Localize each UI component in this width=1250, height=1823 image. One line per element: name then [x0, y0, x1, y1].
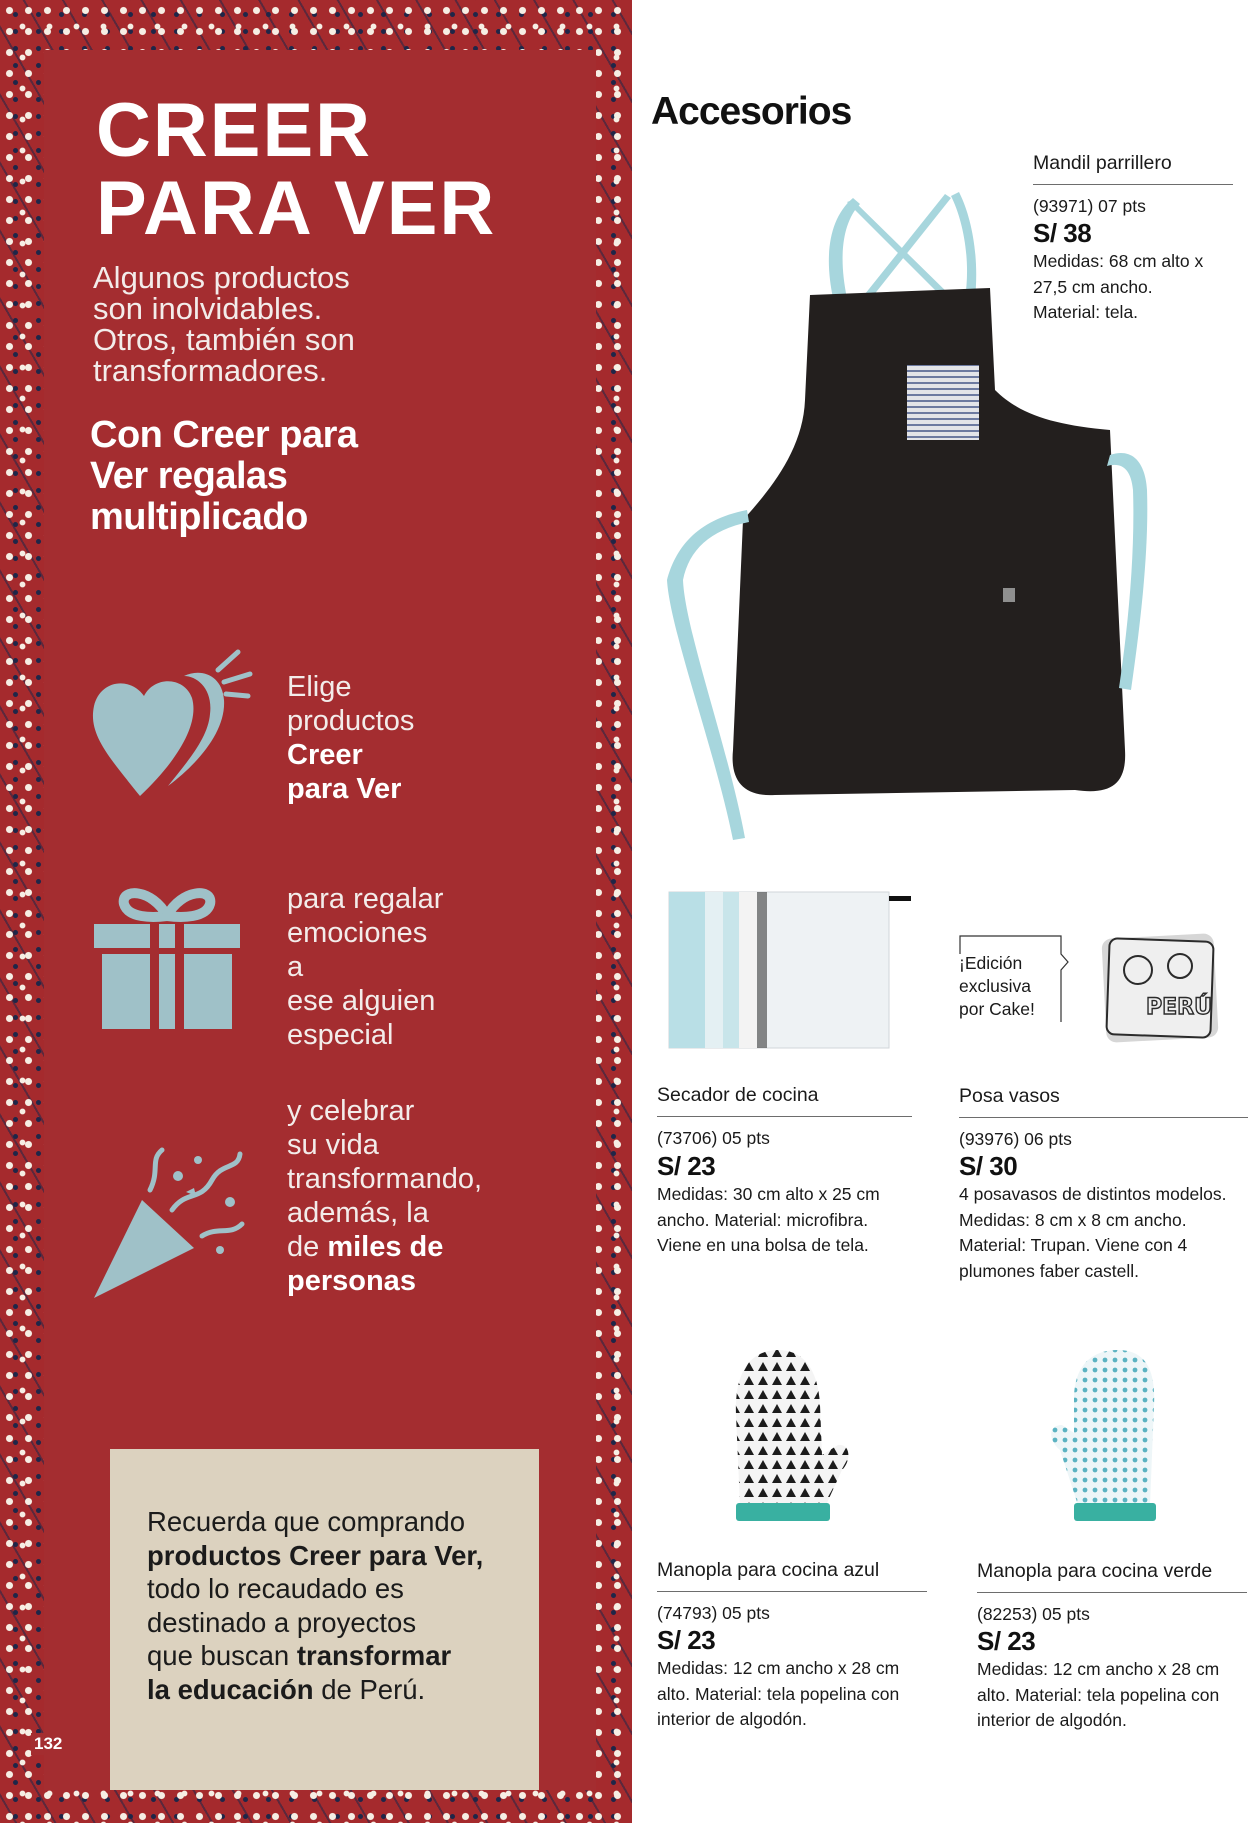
product-name-posavasos: Posa vasos	[959, 1085, 1248, 1118]
coasters-image[interactable]	[1098, 930, 1226, 1048]
desc-line: alto. Material: tela popelina con	[657, 1683, 900, 1704]
kitchen-towel-image[interactable]	[665, 890, 915, 1050]
oven-mitt-blue-image[interactable]	[700, 1345, 860, 1535]
product-code-manopla-azul: (74793) 05 pts	[657, 1603, 770, 1623]
feature-line: productos	[287, 705, 415, 737]
desc-line: Medidas: 12 cm ancho x 28 cm	[657, 1658, 900, 1678]
desc-line: Medidas: 12 cm ancho x 28 cm	[977, 1659, 1220, 1679]
lead-line: Ver regalas	[90, 455, 288, 497]
info-note-text	[147, 1505, 527, 1706]
product-name-manopla-azul: Manopla para cocina azul	[657, 1559, 927, 1592]
feature-text: de	[287, 1231, 328, 1263]
feature-celebrar	[287, 1094, 482, 1298]
desc-line: interior de algodón.	[657, 1709, 807, 1729]
desc-line: Material: tela.	[1033, 302, 1139, 322]
gift-icon	[92, 886, 242, 1031]
product-code-posavasos: (93976) 06 pts	[959, 1129, 1072, 1149]
feature-line: su vida	[287, 1129, 379, 1161]
desc-line: Medidas: 30 cm alto x 25 cm	[657, 1184, 880, 1204]
callout-line: exclusiva	[959, 976, 1031, 996]
desc-line: 27,5 cm ancho.	[1033, 276, 1153, 297]
product-code-mandil: (93971) 07 pts	[1033, 196, 1146, 216]
page-number: 132	[31, 1733, 65, 1755]
note-line: destinado a proyectos	[147, 1606, 417, 1638]
feature-line: ese alguien	[287, 985, 436, 1017]
oven-mitt-green-image[interactable]	[1030, 1345, 1190, 1535]
note-line-bold: productos Creer para Ver,	[147, 1539, 484, 1571]
desc-line: interior de algodón.	[977, 1710, 1127, 1730]
callout-line: por Cake!	[959, 999, 1035, 1019]
campaign-title	[96, 88, 497, 251]
feature-line: emociones	[287, 917, 428, 949]
product-price-secador: S/ 23	[657, 1151, 716, 1181]
note-text: de Perú.	[313, 1673, 426, 1705]
lead-line: multiplicado	[90, 496, 308, 538]
note-text-bold: transformar	[296, 1640, 452, 1671]
product-name-manopla-verde: Manopla para cocina verde	[977, 1560, 1247, 1593]
feature-line-bold: para Ver	[287, 773, 402, 805]
feature-regalar	[287, 882, 443, 1052]
feature-line-bold: personas	[287, 1265, 416, 1297]
feature-line: y celebrar	[287, 1095, 415, 1127]
product-price-manopla-azul: S/ 23	[657, 1625, 716, 1655]
feature-elige	[287, 670, 414, 806]
product-desc-manopla-azul	[657, 1656, 899, 1733]
desc-line: Material: Trupan. Viene con 4	[959, 1235, 1188, 1255]
product-desc-mandil	[1033, 249, 1203, 326]
heart-icon	[88, 646, 258, 806]
note-text: que buscan	[147, 1640, 297, 1671]
feature-text-bold: miles de	[327, 1231, 444, 1263]
feature-line: especial	[287, 1019, 394, 1051]
feature-line: transformando,	[287, 1163, 483, 1195]
subtitle-line: Algunos productos	[93, 260, 350, 295]
product-desc-manopla-verde	[977, 1657, 1219, 1734]
subtitle-line: son inolvidables.	[93, 291, 323, 326]
feature-line: Elige	[287, 671, 352, 703]
note-line: Recuerda que comprando	[147, 1506, 465, 1537]
feature-line: para regalar	[287, 883, 444, 915]
coaster-text: PERÚ	[1146, 995, 1212, 1020]
feature-line: además, la	[287, 1197, 429, 1229]
campaign-lead	[90, 415, 358, 538]
product-price-posavasos: S/ 30	[959, 1151, 1018, 1181]
desc-line: plumones faber castell.	[959, 1260, 1139, 1281]
note-text-bold: la educación	[147, 1673, 314, 1705]
product-desc-secador	[657, 1182, 880, 1259]
party-popper-icon	[90, 1140, 260, 1300]
product-code-secador: (73706) 05 pts	[657, 1128, 770, 1148]
feature-line-bold: Creer	[287, 739, 363, 771]
title-line: PARA VER	[96, 166, 497, 251]
note-line: todo lo recaudado es	[147, 1573, 404, 1604]
product-code-manopla-verde: (82253) 05 pts	[977, 1604, 1090, 1624]
product-price-manopla-verde: S/ 23	[977, 1626, 1036, 1656]
callout-line: ¡Edición	[959, 953, 1023, 973]
desc-line: alto. Material: tela popelina con	[977, 1684, 1220, 1705]
note-line	[147, 1639, 527, 1673]
product-name-mandil: Mandil parrillero	[1033, 152, 1233, 185]
desc-line: Viene en una bolsa de tela.	[657, 1235, 869, 1255]
product-price-mandil: S/ 38	[1033, 218, 1092, 248]
desc-line: ancho. Material: microfibra.	[657, 1209, 869, 1230]
title-line: CREER	[96, 88, 373, 173]
product-name-secador: Secador de cocina	[657, 1084, 912, 1117]
product-desc-posavasos	[959, 1182, 1227, 1284]
note-line	[147, 1673, 527, 1707]
callout-bracket	[959, 934, 1071, 1024]
desc-line: Medidas: 68 cm alto x	[1033, 251, 1204, 271]
desc-line: 4 posavasos de distintos modelos.	[959, 1184, 1227, 1204]
campaign-subtitle	[93, 262, 355, 386]
desc-line: Medidas: 8 cm x 8 cm ancho.	[959, 1209, 1187, 1230]
section-title: Accesorios	[651, 90, 852, 133]
lead-line: Con Creer para	[90, 414, 358, 456]
feature-line	[287, 1230, 482, 1264]
feature-line: a	[287, 951, 304, 983]
subtitle-line: transformadores.	[93, 353, 328, 388]
subtitle-line: Otros, también son	[93, 322, 355, 357]
